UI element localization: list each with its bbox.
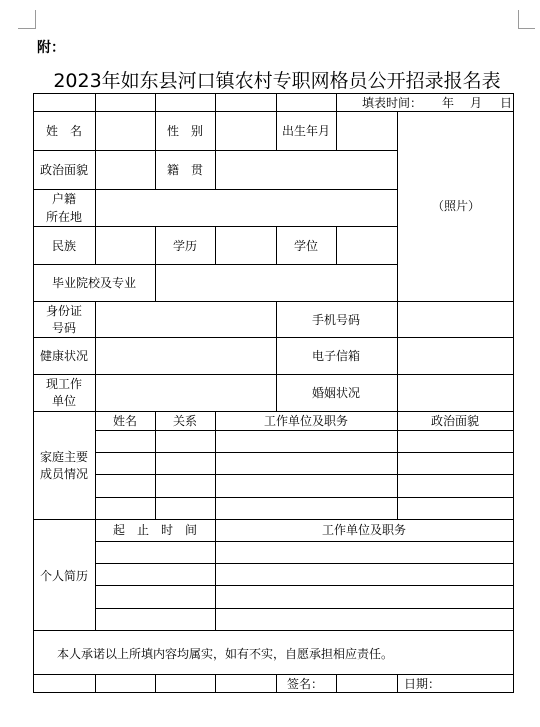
family-col-political: 政治面貌 — [430, 414, 480, 428]
resume-col-period: 起 止 时 间 — [112, 523, 198, 537]
id-label-line1: 身份证 — [45, 304, 83, 318]
family-col-work: 工作单位及职务 — [263, 414, 349, 428]
fill-time-month: 月 — [470, 96, 483, 110]
work-unit-label-line2: 单位 — [51, 394, 77, 408]
health-label: 健康状况 — [39, 349, 89, 363]
native-place-label: 籍 贯 — [166, 163, 204, 177]
name-label: 姓 名 — [45, 124, 83, 138]
attachment-label: 附： — [37, 40, 65, 56]
marital-status-label: 婚姻状况 — [311, 386, 361, 400]
family-section-label-line1: 家庭主要 — [39, 450, 89, 464]
date-label: 日期： — [404, 677, 441, 691]
political-status-label: 政治面貌 — [39, 163, 89, 177]
family-col-name: 姓名 — [112, 414, 138, 428]
id-label-line2: 号码 — [51, 321, 77, 335]
school-major-label: 毕业院校及专业 — [51, 276, 137, 290]
signature-label: 签名： — [287, 677, 324, 691]
pledge-text: 本人承诺以上所填内容均属实，如有不实，自愿承担相应责任。 — [57, 647, 394, 661]
household-label-line2: 所在地 — [45, 210, 83, 224]
fill-time-day: 日 — [500, 96, 513, 110]
gender-label: 性 别 — [166, 124, 204, 138]
degree-label: 学位 — [293, 239, 319, 253]
ethnicity-label: 民族 — [51, 239, 77, 253]
email-label: 电子信箱 — [311, 349, 361, 363]
family-section-label-line2: 成员情况 — [39, 467, 89, 481]
resume-col-work: 工作单位及职务 — [321, 523, 407, 537]
fill-time-label: 填表时间： — [362, 96, 423, 110]
education-label: 学历 — [172, 239, 198, 253]
photo-placeholder: （照片） — [431, 199, 481, 213]
resume-section-label: 个人简历 — [39, 569, 89, 583]
work-unit-label-line1: 现工作 — [45, 377, 83, 391]
family-col-relation: 关系 — [172, 414, 198, 428]
household-label-line1: 户籍 — [51, 192, 77, 206]
birth-label: 出生年月 — [281, 124, 331, 138]
phone-label: 手机号码 — [311, 313, 361, 327]
fill-time-year: 年 — [442, 96, 455, 110]
form-title: 2023年如东县河口镇农村专职网格员公开招录报名表 — [53, 70, 501, 92]
